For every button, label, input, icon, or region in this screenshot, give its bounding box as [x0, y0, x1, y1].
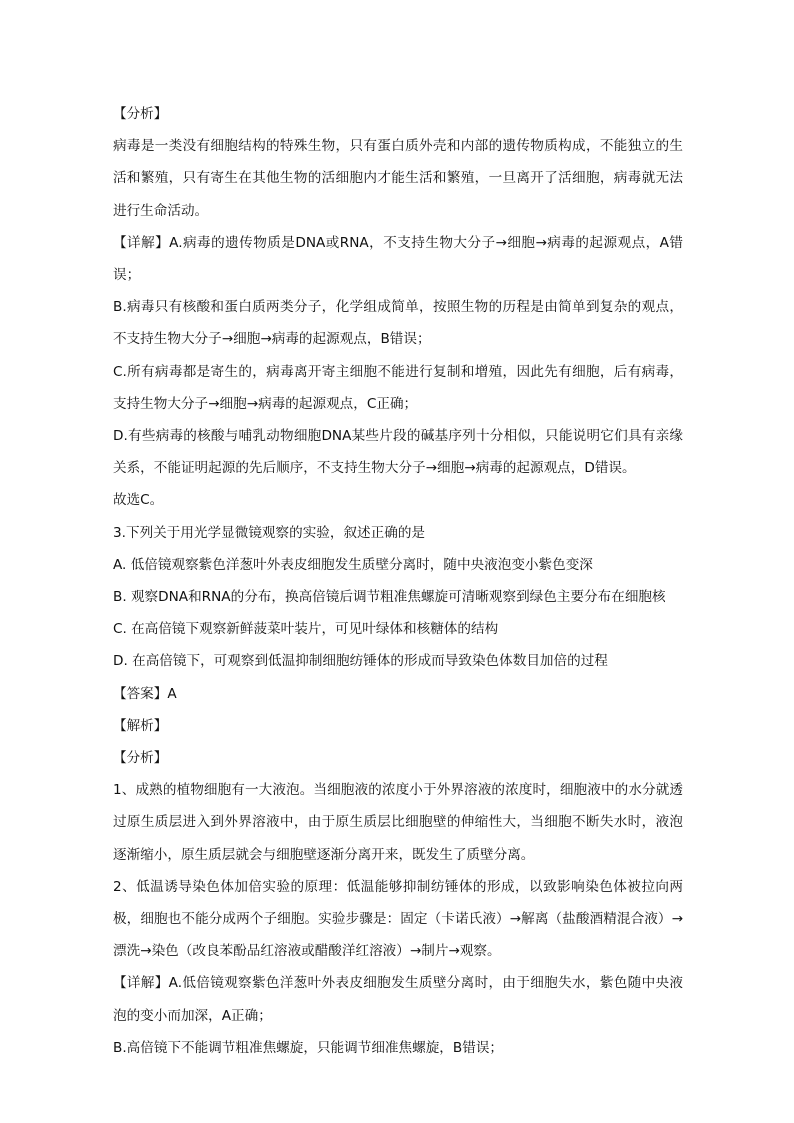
question-3-option-c: C. 在高倍镜下观察新鲜菠菜叶装片，可见叶绿体和核糖体的结构 [113, 621, 499, 638]
question-3-option-a: A. 低倍镜观察紫色洋葱叶外表皮细胞发生质壁分离时，随中央液泡变小紫色变深 [113, 556, 593, 573]
section-heading-analysis-2: 【分析】 [113, 750, 168, 767]
analysis-point-2: 2、低温诱导染色体加倍实验的原理：低温能够抑制纺锤体的形成，以致影响染色体被拉向两极，细胞也不能分成两个子细胞。实验步骤是：固定（卡诺氏液）→解离（盐酸酒精混合液）→漂洗→染色（改良苯酚品红溶液或醋酸洋红溶液）→制片→观察。 [113, 878, 683, 960]
detail-paragraph-d: D.有些病毒的核酸与哺乳动物细胞DNA某些片段的碱基序列十分相似，只能说明它们具有亲缘关系，不能证明起源的先后顺序，不支持生物大分子→细胞→病毒的起源观点，D错误。 [113, 428, 683, 477]
analysis-paragraph: 病毒是一类没有细胞结构的特殊生物，只有蛋白质外壳和内部的遗传物质构成，不能独立的生活和繁殖，只有寄生在其他生物的活细胞内才能生活和繁殖，一旦离开了活细胞，病毒就无法进行生命活动。 [113, 138, 683, 219]
question-3-option-b: B. 观察DNA和RNA的分布，换高倍镜后调节粗准焦螺旋可清晰观察到绿色主要分布在细胞核 [113, 589, 666, 606]
detail-paragraph-a: 【详解】A.病毒的遗传物质是DNA或RNA，不支持生物大分子→细胞→病毒的起源观点，A错误； [113, 234, 683, 284]
section-heading-analysis: 【分析】 [113, 106, 168, 122]
explanation-heading: 【解析】 [113, 717, 168, 734]
document-body [113, 98, 683, 1064]
detail-paragraph-c: C.所有病毒都是寄生的，病毒离开寄主细胞不能进行复制和增殖，因此先有细胞，后有病毒，支持生物大分子→细胞→病毒的起源观点，C正确； [113, 363, 683, 412]
detail-paragraph-b: B.病毒只有核酸和蛋白质两类分子，化学组成简单，按照生物的历程是由简单到复杂的观点，不支持生物大分子→细胞→病毒的起源观点，B错误； [113, 299, 683, 348]
detail-paragraph-q3-a: 【详解】A.低倍镜观察紫色洋葱叶外表皮细胞发生质壁分离时，由于细胞失水，紫色随中央液泡的变小而加深，A正确； [113, 975, 683, 1024]
answer-heading: 【答案】A [113, 685, 177, 702]
question-3-stem: 3.下列关于用光学显微镜观察的实验，叙述正确的是 [113, 524, 426, 541]
detail-paragraph-q3-b: B.高倍镜下不能调节粗准焦螺旋，只能调节细准焦螺旋，B错误； [113, 1039, 504, 1056]
analysis-point-1: 1、成熟的植物细胞有一大液泡。当细胞液的浓度小于外界溶液的浓度时，细胞液中的水分就透过原生质层进入到外界溶液中，由于原生质层比细胞壁的伸缩性大，当细胞不断失水时，液泡逐渐缩小，原生质层就会与细胞壁逐渐分离开来，既发生了质壁分离。 [113, 782, 683, 863]
answer-choice-line: 故选C。 [113, 492, 164, 509]
question-3-option-d: D. 在高倍镜下，可观察到低温抑制细胞纺锤体的形成而导致染色体数目加倍的过程 [113, 653, 608, 670]
